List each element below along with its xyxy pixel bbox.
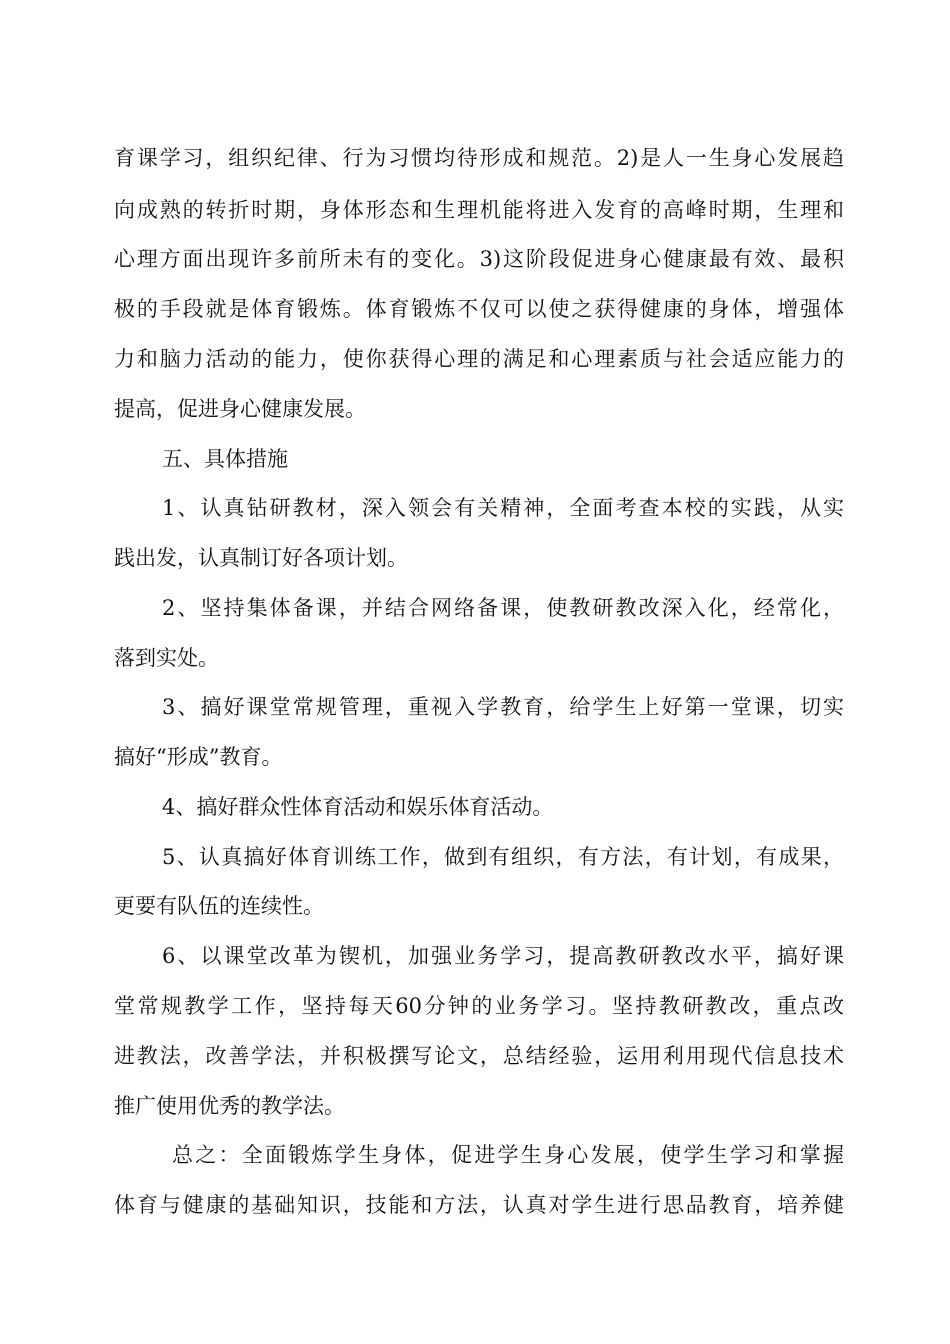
- text-line: 极的手段就是体育锻炼。体育锻炼不仅可以使之获得健康的身体，增强体: [114, 297, 844, 321]
- text-line: 6、以课堂改革为锲机，加强业务学习，提高教研教改水平，搞好课: [162, 944, 844, 968]
- text-line: 3、搞好课堂常规管理，重视入学教育，给学生上好第一堂课，切实: [162, 695, 844, 719]
- text-line: 向成熟的转折时期，身体形态和生理机能将进入发育的高峰时期，生理和: [114, 198, 844, 222]
- text-line: 更要有队伍的连续性。: [114, 894, 324, 918]
- section-heading: 五、具体措施: [162, 447, 288, 471]
- text-line: 提高，促进身心健康发展。: [114, 397, 366, 421]
- text-line: 育课学习，组织纪律、行为习惯均待形成和规范。2)是人一生身心发展趋: [114, 146, 844, 170]
- text-line: 4、搞好群众性体育活动和娱乐体育活动。: [162, 795, 554, 819]
- text-line: 搞好“形成”教育。: [114, 745, 283, 769]
- text-line: 心理方面出现许多前所未有的变化。3)这阶段促进身心健康最有效、最积: [114, 247, 844, 271]
- text-line: 力和脑力活动的能力，使你获得心理的满足和心理素质与社会适应能力的: [114, 347, 844, 371]
- text-line: 推广使用优秀的教学法。: [114, 1094, 345, 1118]
- text-line: 总之：全面锻炼学生身体，促进学生身心发展，使学生学习和掌握: [172, 1143, 844, 1167]
- text-line: 践出发，认真制订好各项计划。: [114, 546, 408, 570]
- text-line: 体育与健康的基础知识，技能和方法，认真对学生进行思品教育，培养健: [114, 1193, 844, 1217]
- text-line: 2、坚持集体备课，并结合网络备课，使教研教改深入化，经常化，: [162, 596, 844, 620]
- text-line: 5、认真搞好体育训练工作，做到有组织，有方法，有计划，有成果，: [162, 845, 844, 869]
- text-line: 1、认真钻研教材，深入领会有关精神，全面考查本校的实践，从实: [162, 496, 844, 520]
- text-line: 进教法，改善学法，并积极撰写论文，总结经验，运用利用现代信息技术: [114, 1044, 844, 1068]
- text-line: 堂常规教学工作，坚持每天60分钟的业务学习。坚持教研教改，重点改: [114, 994, 844, 1018]
- text-line: 落到实处。: [114, 646, 219, 670]
